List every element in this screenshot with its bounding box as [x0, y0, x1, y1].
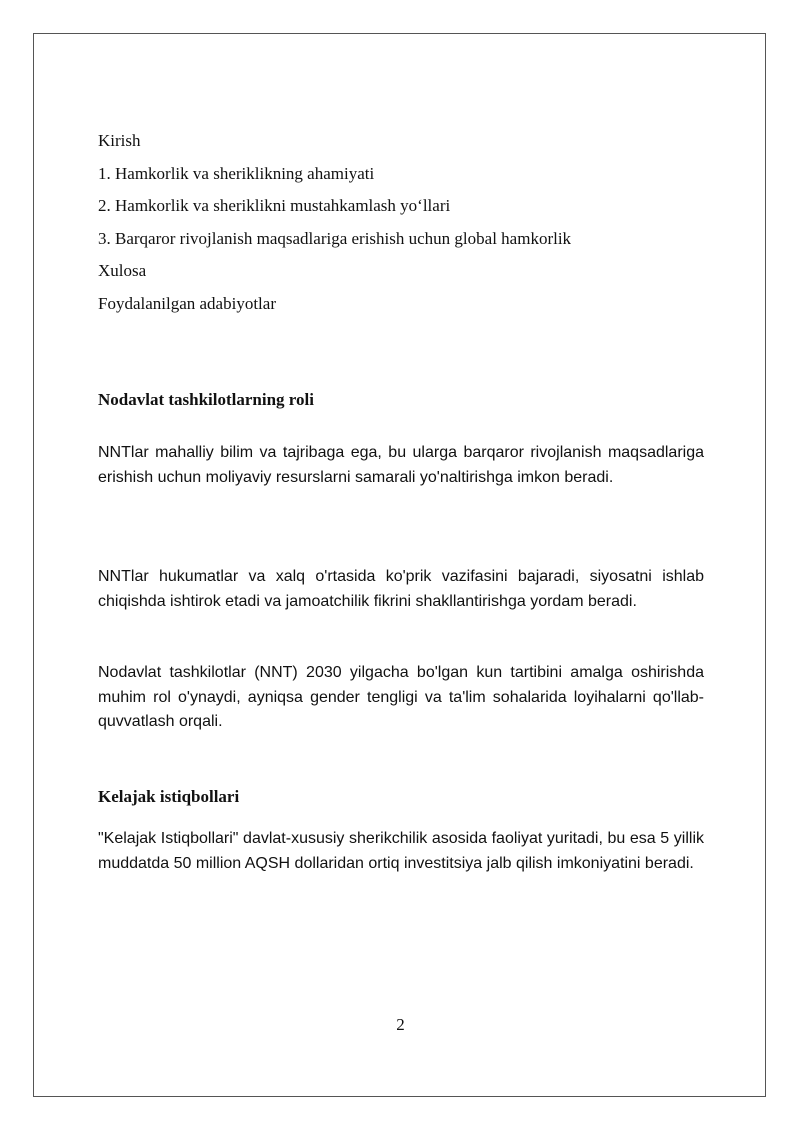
- toc-item-references: Foydalanilgan adabiyotlar: [98, 293, 276, 313]
- page-number: 2: [396, 1015, 405, 1034]
- toc-item-intro: Kirish: [98, 131, 141, 150]
- toc-item-chapter-2: 2. Hamkorlik va sheriklikni mustahkamlash yo‘llari: [98, 196, 451, 215]
- document-page: [33, 33, 766, 1097]
- paragraph: NNTlar mahalliy bilim va tajribaga ega, bu ularga barqaror rivojlanish maqsadlariga erishish uchun moliyaviy resurslarni samarali yo'naltirishga imkon beradi.: [98, 444, 704, 486]
- paragraph: Nodavlat tashkilotlar (NNT) 2030 yilgacha bo'lgan kun tartibini amalga oshirishda muhim rol o'ynaydi, ayniqsa gender tengligi va ta'lim sohalarida loyihalarni qo'llab-quvvatlash orqali.: [98, 664, 704, 730]
- paragraph: "Kelajak Istiqbollari" davlat-xususiy sherikchilik asosida faoliyat yuritadi, bu esa 5 yillik muddatda 50 million AQSH dollaridan ortiq investitsiya jalb qilish imkoniyatini beradi.: [98, 830, 704, 872]
- table-of-contents: [98, 130, 704, 325]
- section-heading-ngo-role: Nodavlat tashkilotlarning roli: [98, 390, 314, 409]
- section-heading-future-prospects: Kelajak istiqbollari: [98, 787, 240, 806]
- toc-item-chapter-1: 1. Hamkorlik va sheriklikning ahamiyati: [98, 163, 375, 183]
- toc-item-conclusion: Xulosa: [98, 261, 147, 280]
- toc-item-chapter-3: 3. Barqaror rivojlanish maqsadlariga erishish uchun global hamkorlik: [98, 228, 572, 248]
- paragraph: NNTlar hukumatlar va xalq o'rtasida ko'prik vazifasini bajaradi, siyosatni ishlab chiqishda ishtirok etadi va jamoatchilik fikrini shakllantirishga yordam beradi.: [98, 568, 704, 610]
